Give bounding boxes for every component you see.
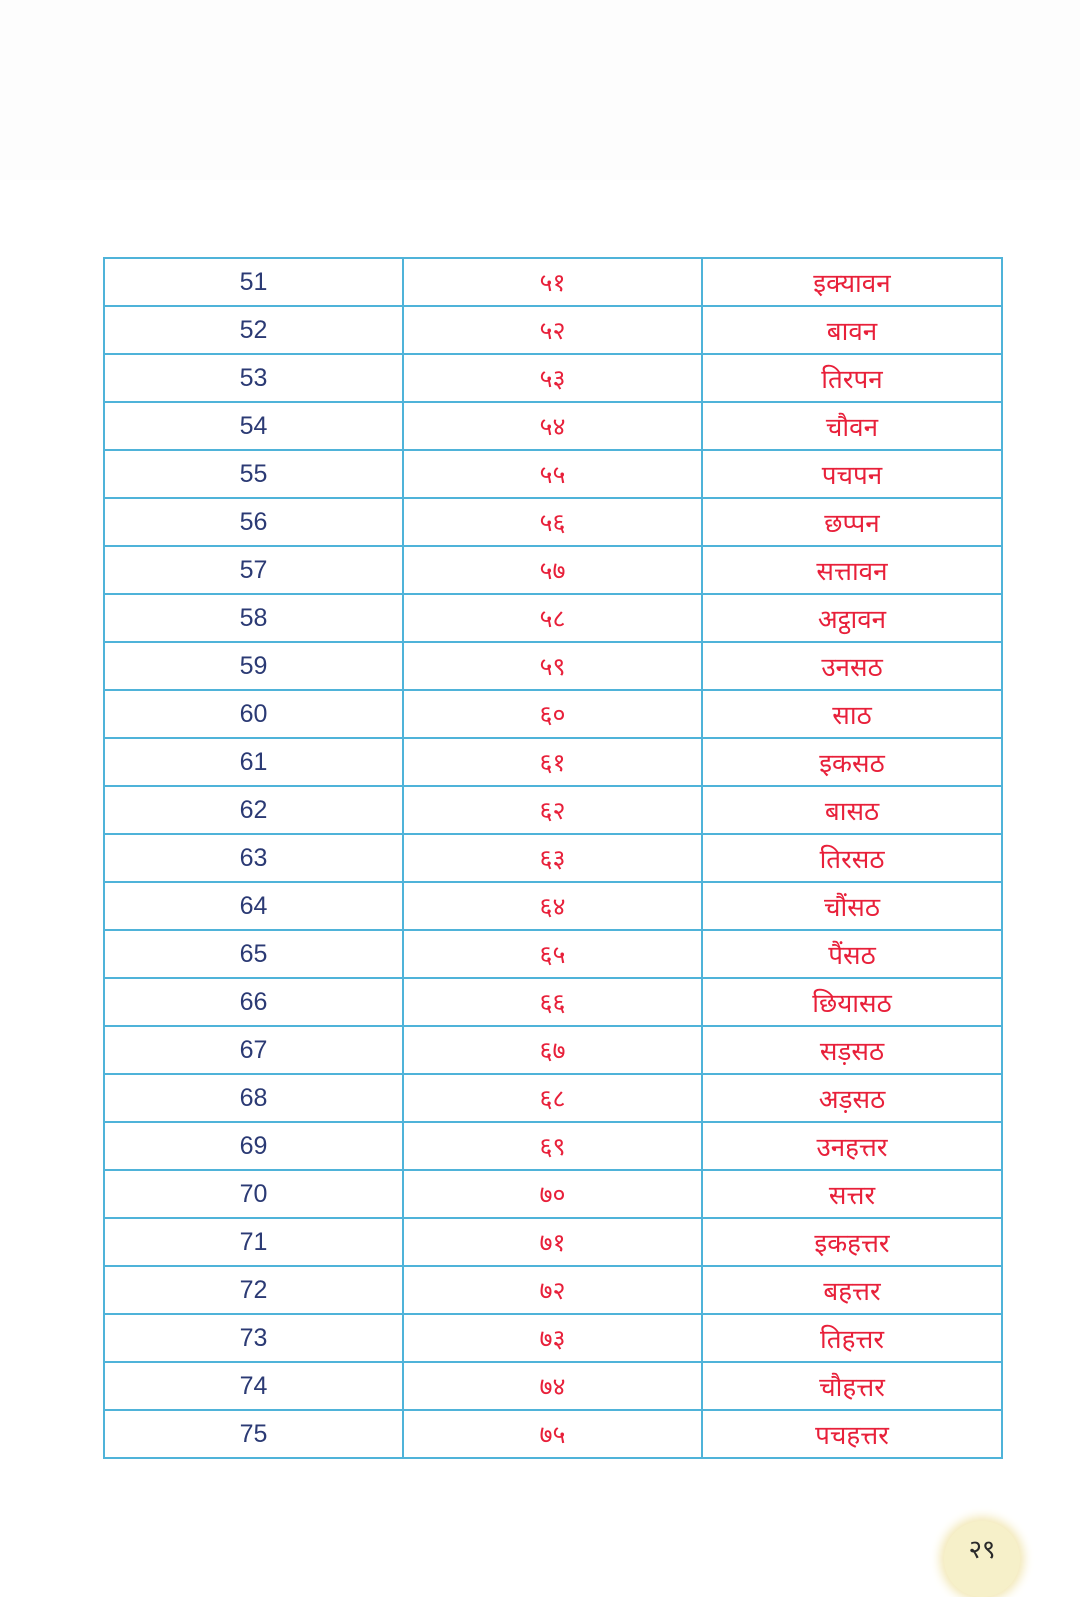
number-word-cell: तिहत्तर	[702, 1314, 1002, 1362]
number-word-cell: सत्तर	[702, 1170, 1002, 1218]
devanagari-numeral-cell: ६४	[403, 882, 702, 930]
table-row	[104, 450, 1002, 498]
devanagari-numeral-cell: ६८	[403, 1074, 702, 1122]
arabic-numeral-cell: 57	[104, 546, 403, 594]
devanagari-numeral-cell: ६९	[403, 1122, 702, 1170]
table-row	[104, 1266, 1002, 1314]
table-row	[104, 354, 1002, 402]
number-word-cell: पचपन	[702, 450, 1002, 498]
table-row	[104, 1170, 1002, 1218]
devanagari-numeral-cell: ७१	[403, 1218, 702, 1266]
table-row	[104, 1218, 1002, 1266]
arabic-numeral-cell: 51	[104, 258, 403, 306]
arabic-numeral-cell: 67	[104, 1026, 403, 1074]
number-word-cell: चौवन	[702, 402, 1002, 450]
number-word-cell: उनहत्तर	[702, 1122, 1002, 1170]
arabic-numeral-cell: 66	[104, 978, 403, 1026]
number-word-cell: छियासठ	[702, 978, 1002, 1026]
number-word-cell: तिरपन	[702, 354, 1002, 402]
devanagari-numeral-cell: ६१	[403, 738, 702, 786]
arabic-numeral-cell: 62	[104, 786, 403, 834]
table-row	[104, 690, 1002, 738]
arabic-numeral-cell: 71	[104, 1218, 403, 1266]
table-row	[104, 1314, 1002, 1362]
number-word-cell: उनसठ	[702, 642, 1002, 690]
devanagari-numeral-cell: ५१	[403, 258, 702, 306]
number-word-cell: बहत्तर	[702, 1266, 1002, 1314]
arabic-numeral-cell: 61	[104, 738, 403, 786]
devanagari-numeral-cell: ५६	[403, 498, 702, 546]
arabic-numeral-cell: 59	[104, 642, 403, 690]
devanagari-numeral-cell: ६६	[403, 978, 702, 1026]
number-word-cell: अट्ठावन	[702, 594, 1002, 642]
table-row	[104, 978, 1002, 1026]
arabic-numeral-cell: 73	[104, 1314, 403, 1362]
devanagari-numeral-cell: ६२	[403, 786, 702, 834]
number-word-cell: सत्तावन	[702, 546, 1002, 594]
table-row	[104, 1410, 1002, 1458]
number-word-cell: बावन	[702, 306, 1002, 354]
arabic-numeral-cell: 63	[104, 834, 403, 882]
arabic-numeral-cell: 58	[104, 594, 403, 642]
table-row	[104, 306, 1002, 354]
arabic-numeral-cell: 52	[104, 306, 403, 354]
number-word-cell: सड़सठ	[702, 1026, 1002, 1074]
devanagari-numeral-cell: ७२	[403, 1266, 702, 1314]
arabic-numeral-cell: 68	[104, 1074, 403, 1122]
devanagari-numeral-cell: ७०	[403, 1170, 702, 1218]
devanagari-numeral-cell: ५७	[403, 546, 702, 594]
arabic-numeral-cell: 72	[104, 1266, 403, 1314]
table-row	[104, 258, 1002, 306]
table-row	[104, 738, 1002, 786]
page-number: २९	[968, 1535, 996, 1565]
number-names-table	[103, 257, 1003, 1459]
table-row	[104, 546, 1002, 594]
table-row	[104, 1074, 1002, 1122]
arabic-numeral-cell: 56	[104, 498, 403, 546]
devanagari-numeral-cell: ५४	[403, 402, 702, 450]
table-row	[104, 498, 1002, 546]
table-row	[104, 1026, 1002, 1074]
arabic-numeral-cell: 69	[104, 1122, 403, 1170]
devanagari-numeral-cell: ६३	[403, 834, 702, 882]
table-row	[104, 642, 1002, 690]
devanagari-numeral-cell: ५३	[403, 354, 702, 402]
table-row	[104, 786, 1002, 834]
number-word-cell: तिरसठ	[702, 834, 1002, 882]
devanagari-numeral-cell: ६७	[403, 1026, 702, 1074]
table-row	[104, 1362, 1002, 1410]
number-word-cell: चौहत्तर	[702, 1362, 1002, 1410]
number-word-cell: अड़सठ	[702, 1074, 1002, 1122]
arabic-numeral-cell: 74	[104, 1362, 403, 1410]
devanagari-numeral-cell: ६५	[403, 930, 702, 978]
devanagari-numeral-cell: ७३	[403, 1314, 702, 1362]
devanagari-numeral-cell: ७४	[403, 1362, 702, 1410]
arabic-numeral-cell: 55	[104, 450, 403, 498]
devanagari-numeral-cell: ५८	[403, 594, 702, 642]
number-names-table-body	[104, 258, 1002, 1458]
devanagari-numeral-cell: ५२	[403, 306, 702, 354]
number-word-cell: पचहत्तर	[702, 1410, 1002, 1458]
number-word-cell: इकसठ	[702, 738, 1002, 786]
devanagari-numeral-cell: ५९	[403, 642, 702, 690]
arabic-numeral-cell: 75	[104, 1410, 403, 1458]
table-row	[104, 930, 1002, 978]
table-row	[104, 834, 1002, 882]
number-word-cell: बासठ	[702, 786, 1002, 834]
page-top-band	[0, 0, 1080, 180]
number-word-cell: इक्यावन	[702, 258, 1002, 306]
arabic-numeral-cell: 60	[104, 690, 403, 738]
arabic-numeral-cell: 53	[104, 354, 403, 402]
number-word-cell: छप्पन	[702, 498, 1002, 546]
table-row	[104, 1122, 1002, 1170]
table-row	[104, 882, 1002, 930]
number-word-cell: इकहत्तर	[702, 1218, 1002, 1266]
arabic-numeral-cell: 70	[104, 1170, 403, 1218]
arabic-numeral-cell: 64	[104, 882, 403, 930]
table-row	[104, 594, 1002, 642]
number-word-cell: पैंसठ	[702, 930, 1002, 978]
devanagari-numeral-cell: ५५	[403, 450, 702, 498]
devanagari-numeral-cell: ६०	[403, 690, 702, 738]
devanagari-numeral-cell: ७५	[403, 1410, 702, 1458]
table-row	[104, 402, 1002, 450]
arabic-numeral-cell: 65	[104, 930, 403, 978]
arabic-numeral-cell: 54	[104, 402, 403, 450]
number-word-cell: साठ	[702, 690, 1002, 738]
number-word-cell: चौंसठ	[702, 882, 1002, 930]
